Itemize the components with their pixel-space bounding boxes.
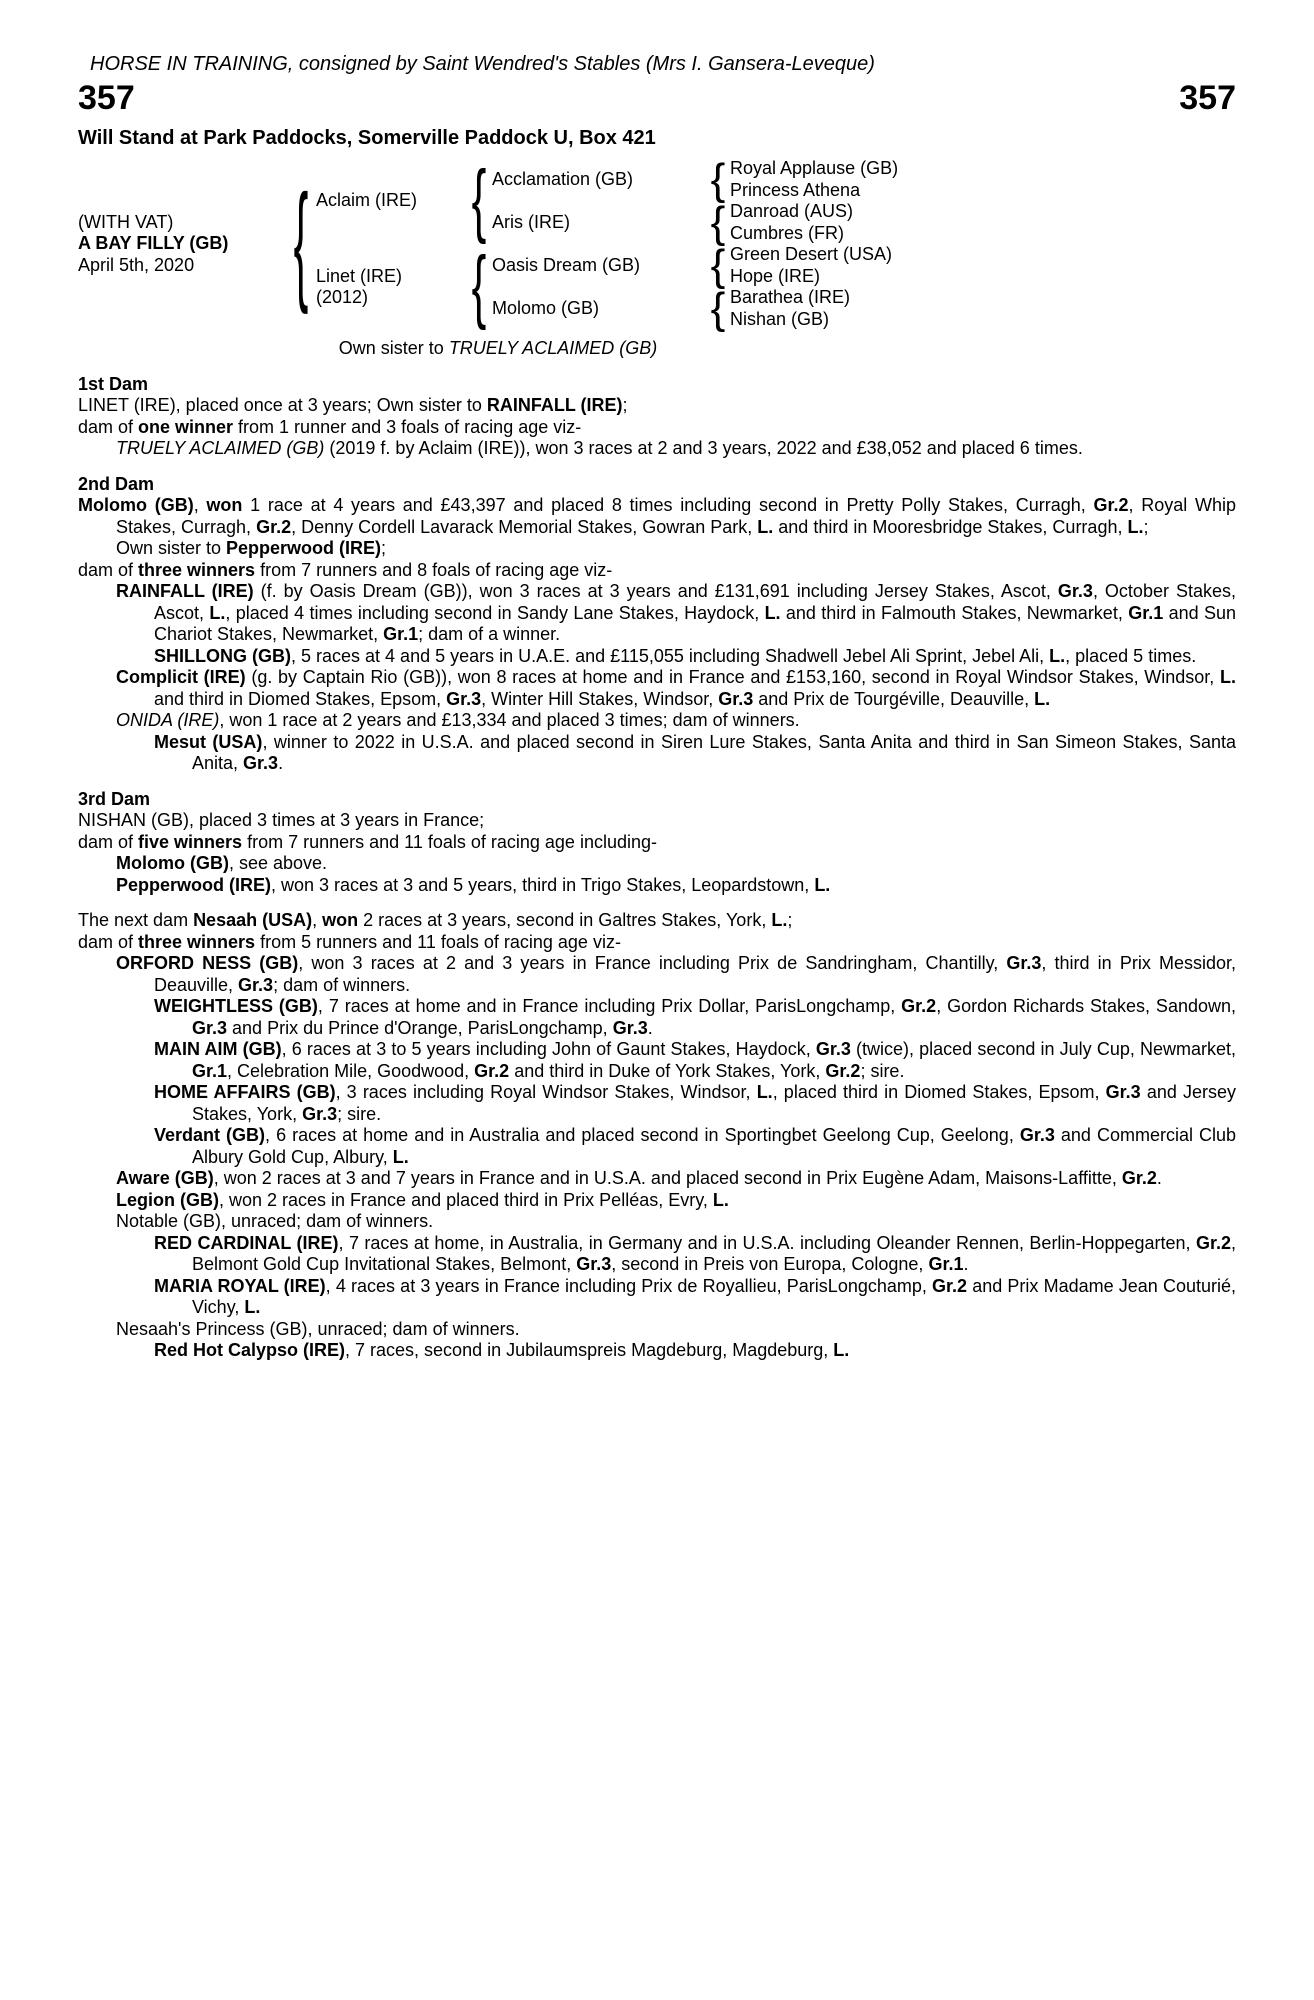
pedigree-brace: { <box>710 154 726 204</box>
text-segment: three winners <box>138 931 256 952</box>
text-segment: , 4 races at 3 years in France including Prix de Royallieu, ParisLongchamp, <box>325 1275 933 1296</box>
ancestor-name: Green Desert (USA) <box>730 244 893 264</box>
text-segment: RED CARDINAL (IRE) <box>154 1232 339 1253</box>
text-segment: L. <box>209 602 226 623</box>
dam-section-heading: 1st Dam <box>78 373 149 394</box>
text-segment: and third in Mooresbridge Stakes, Curragh, <box>773 516 1128 537</box>
dam-section <box>78 910 1236 1362</box>
text-segment: Gr.2 <box>256 516 292 537</box>
text-segment: , Gordon Richards Stakes, Sandown, <box>936 996 1236 1016</box>
dam-section-heading: 3rd Dam <box>78 788 151 809</box>
text-segment: Gr.3 <box>1006 953 1042 973</box>
lot-number-right: 357 <box>1179 79 1236 117</box>
catalog-paragraph <box>78 832 1236 854</box>
text-segment: ; dam of winners. <box>273 974 411 995</box>
text-segment: , <box>193 495 207 515</box>
text-segment: , 7 races at home, in Australia, in Germany and in U.S.A. including Oleander Rennen, Berlin-Hoppegarten, <box>338 1232 1196 1253</box>
catalog-paragraph <box>116 438 1236 460</box>
text-segment: Gr.3 <box>243 753 279 773</box>
dam-section <box>78 474 1236 775</box>
text-segment: HOME AFFAIRS (GB) <box>154 1082 336 1102</box>
catalog-paragraph <box>116 581 1236 646</box>
text-segment: Own sister to <box>338 338 449 358</box>
text-segment: LINET (IRE), placed once at 3 years; Own sister to <box>78 395 487 415</box>
text-segment: Gr.2 <box>1121 1168 1157 1188</box>
text-segment: The next dam <box>78 910 194 930</box>
text-segment: Gr.2 <box>1195 1232 1231 1253</box>
text-segment: L. <box>712 1189 729 1210</box>
pedigree-brace: { <box>471 241 487 332</box>
text-segment: from 7 runners and 11 foals of racing age including- <box>242 831 657 852</box>
text-segment: , placed third in Diomed Stakes, Epsom, <box>772 1082 1106 1102</box>
dam-name: Linet (IRE) (2012) <box>316 265 403 307</box>
text-segment: L. <box>814 874 831 895</box>
text-segment: (2019 f. by Aclaim (IRE)), won 3 races at 2 and 3 years, 2022 and £38,052 and placed 6 times. <box>324 438 1083 458</box>
horse-description <box>78 158 286 330</box>
text-segment: and Prix du Prince d'Orange, ParisLongchamp, <box>227 1017 613 1038</box>
text-segment: Gr.2 <box>1093 495 1129 515</box>
text-segment: and Jersey Stakes, York, <box>192 1082 1236 1124</box>
catalog-paragraph <box>116 853 1236 875</box>
text-segment: Gr.2 <box>474 1060 510 1081</box>
text-segment: , October Stakes, Ascot, <box>154 581 1236 623</box>
text-segment: and third in Duke of York Stakes, York, <box>509 1060 826 1081</box>
catalog-paragraph <box>116 1168 1236 1190</box>
text-segment: Verdant (GB) <box>154 1125 266 1145</box>
text-segment: Gr.3 <box>192 1017 228 1038</box>
pedigree-brace: { <box>710 197 726 247</box>
text-segment: L. <box>764 602 781 623</box>
text-segment: , Belmont Gold Cup Invitational Stakes, Belmont, <box>192 1232 1237 1274</box>
text-segment: TRUELY ACLAIMED (GB) <box>448 338 658 358</box>
text-segment: . <box>963 1254 969 1274</box>
text-segment: Gr.2 <box>932 1275 968 1296</box>
text-segment: , second in Preis von Europa, Cologne, <box>611 1254 929 1274</box>
text-segment: Complicit (IRE) <box>116 667 246 687</box>
text-segment: Legion (GB) <box>116 1189 219 1210</box>
catalog-paragraph <box>78 932 1236 954</box>
text-segment: Gr.1 <box>928 1254 964 1274</box>
text-segment: , 6 races at home and in Australia and placed second in Sportingbet Geelong Cup, Geelong, <box>265 1125 1020 1145</box>
catalog-paragraph <box>78 395 1236 417</box>
ancestor-name: Princess Athena <box>730 179 861 200</box>
sire-sire-name: Acclamation (GB) <box>492 168 634 189</box>
pedigree-table <box>78 154 918 333</box>
catalog-paragraph <box>78 495 1236 538</box>
catalog-paragraph <box>116 1190 1236 1212</box>
text-segment: dam of <box>78 416 139 437</box>
catalog-paragraph <box>78 910 1236 932</box>
text-segment: . <box>647 1017 653 1038</box>
text-segment: Mesut (USA) <box>154 731 263 752</box>
text-segment: Molomo (GB) <box>78 495 194 515</box>
text-segment: Gr.2 <box>901 996 937 1016</box>
text-segment: from 1 runner and 3 foals of racing age viz- <box>233 416 582 437</box>
catalog-paragraph <box>154 646 1236 668</box>
catalog-paragraph <box>116 875 1236 897</box>
text-segment: Own sister to <box>116 538 227 558</box>
dam-dam-name: Molomo (GB) <box>492 297 600 318</box>
text-segment: ORFORD NESS (GB) <box>116 953 299 973</box>
text-segment: , won 3 races at 2 and 3 years in France including Prix de Sandringham, Chantilly, <box>298 953 1007 973</box>
text-segment: ONIDA (IRE) <box>116 710 220 730</box>
catalog-paragraph <box>116 710 1236 732</box>
text-segment: Gr.3 <box>1019 1125 1055 1145</box>
ancestor-name: Nishan (GB) <box>730 308 830 329</box>
text-segment: Notable (GB), unraced; dam of winners. <box>116 1211 434 1231</box>
dam-sire-name: Oasis Dream (GB) <box>492 254 641 275</box>
stand-location-line: Will Stand at Park Paddocks, Somerville Paddock U, Box 421 <box>78 127 656 149</box>
text-segment: RAINFALL (IRE) <box>116 581 254 601</box>
text-segment: Gr.3 <box>1105 1082 1141 1102</box>
text-segment: and Prix de Tourgéville, Deauville, <box>753 688 1035 709</box>
catalog-paragraph <box>116 953 1236 996</box>
text-segment: , won 2 races in France and placed third in Prix Pelléas, Evry, <box>218 1189 713 1210</box>
pedigree-brace: { <box>471 155 487 246</box>
text-segment: (twice), placed second in July Cup, Newmarket, <box>850 1039 1237 1059</box>
text-segment: won <box>206 495 243 515</box>
text-segment: MARIA ROYAL (IRE) <box>154 1275 326 1296</box>
text-segment: and Prix Madame Jean Couturié, Vichy, <box>192 1275 1237 1317</box>
consignor-line: HORSE IN TRAINING, consigned by Saint Wendred's Stables (Mrs I. Gansera-Leveque) <box>90 53 875 75</box>
catalog-paragraph <box>154 1276 1236 1319</box>
text-segment: 2 races at 3 years, second in Galtres Stakes, York, <box>358 910 772 930</box>
text-segment: Gr.1 <box>383 624 419 644</box>
text-segment: RAINFALL (IRE) <box>486 395 623 415</box>
text-segment: , Royal Whip Stakes, Curragh, <box>116 495 1236 537</box>
ancestor-name: Danroad (AUS) <box>730 201 854 221</box>
text-segment: L. <box>756 1082 773 1102</box>
text-segment: , won 3 races at 3 and 5 years, third in Trigo Stakes, Leopardstown, <box>271 874 815 895</box>
text-segment: won <box>322 910 359 930</box>
catalog-paragraph <box>116 1319 1236 1341</box>
text-segment: one winner <box>138 416 234 437</box>
catalog-paragraph <box>78 560 1236 582</box>
text-segment: Gr.3 <box>1057 581 1093 601</box>
text-segment: L. <box>1220 667 1236 687</box>
text-segment: Gr.3 <box>576 1254 612 1274</box>
text-segment: , see above. <box>228 853 328 873</box>
catalog-paragraph <box>154 732 1236 775</box>
text-segment: , 7 races at home and in France including Prix Dollar, ParisLongchamp, <box>317 996 902 1016</box>
text-segment: , <box>312 910 323 930</box>
text-segment: , 5 races at 4 and 5 years in U.A.E. and £115,055 including Shadwell Jebel Ali Sprint, Jebel Ali, <box>291 645 1050 666</box>
text-segment: MAIN AIM (GB) <box>154 1039 282 1059</box>
text-segment: Gr.1 <box>192 1060 228 1081</box>
catalog-paragraph <box>78 810 1236 832</box>
text-segment: ; <box>622 395 628 415</box>
catalog-paragraph <box>116 1211 1236 1233</box>
dam-year: (2012) <box>316 287 369 307</box>
text-segment: L. <box>1049 645 1066 666</box>
text-segment: L. <box>757 516 774 537</box>
text-segment: ; <box>381 538 387 558</box>
text-segment: TRUELY ACLAIMED (GB) <box>116 438 325 458</box>
text-segment: Nesaah's Princess (GB), unraced; dam of winners. <box>116 1318 520 1339</box>
ancestor-name: Barathea (IRE) <box>730 287 851 307</box>
catalog-paragraph <box>154 1039 1236 1082</box>
text-segment: Red Hot Calypso (IRE) <box>154 1340 346 1360</box>
text-segment: ; dam of a winner. <box>418 624 561 644</box>
lot-number-row <box>78 78 1236 118</box>
text-segment: , 3 races including Royal Windsor Stakes, Windsor, <box>335 1082 757 1102</box>
text-segment: . <box>1156 1168 1162 1188</box>
text-segment: L. <box>1127 516 1144 537</box>
text-segment: and third in Falmouth Stakes, Newmarket, <box>780 602 1129 623</box>
text-segment: , Celebration Mile, Goodwood, <box>227 1060 475 1081</box>
text-segment: five winners <box>138 831 243 852</box>
text-segment: WEIGHTLESS (GB) <box>154 996 318 1016</box>
text-segment: L. <box>833 1340 850 1360</box>
text-segment: from 5 runners and 11 foals of racing age viz- <box>255 931 621 952</box>
catalog-paragraph <box>116 538 1236 560</box>
text-segment: Gr.3 <box>815 1039 851 1059</box>
vat-note: (WITH VAT) <box>78 211 174 232</box>
text-segment: ; <box>787 910 793 930</box>
pedigree-brace: { <box>710 240 726 290</box>
text-segment: ; sire. <box>860 1060 905 1081</box>
text-segment: . <box>278 753 284 773</box>
text-segment: 1 race at 4 years and £43,397 and placed 8 times including second in Pretty Polly Stakes, Curragh, <box>242 495 1094 515</box>
catalog-paragraph <box>154 1082 1236 1125</box>
text-segment: , won 1 race at 2 years and £13,334 and placed 3 times; dam of winners. <box>219 710 800 730</box>
text-segment: L. <box>1034 688 1051 709</box>
text-segment: , winner to 2022 in U.S.A. and placed second in Siren Lure Stakes, Santa Anita and third in San Simeon Stakes, Santa Anita, <box>192 731 1237 773</box>
text-segment: Nesaah (USA) <box>193 910 313 930</box>
text-segment: , placed 5 times. <box>1065 645 1197 666</box>
text-segment: L. <box>244 1297 261 1317</box>
text-segment: , won 2 races at 3 and 7 years in France and in U.S.A. and placed second in Prix Eugène Adam, Maisons-Laffitte, <box>213 1168 1122 1188</box>
text-segment: Gr.3 <box>302 1103 338 1124</box>
text-segment: Gr.3 <box>446 688 482 709</box>
sire-dam-name: Aris (IRE) <box>492 211 570 232</box>
text-segment: and Sun Chariot Stakes, Newmarket, <box>154 602 1236 644</box>
catalog-paragraph <box>154 1340 1236 1362</box>
dam-sections <box>78 374 1236 1362</box>
text-segment: , Denny Cordell Lavarack Memorial Stakes, Gowran Park, <box>291 516 758 537</box>
text-segment: NISHAN (GB), placed 3 times at 3 years in France; <box>78 810 485 830</box>
text-segment: , third in Prix Messidor, Deauville, <box>154 953 1236 995</box>
text-segment: Gr.3 <box>718 688 754 709</box>
own-sister-note <box>78 338 918 360</box>
text-segment: Molomo (GB) <box>116 853 229 873</box>
catalog-paragraph <box>154 1125 1236 1168</box>
pedigree-brace: { <box>710 283 726 333</box>
text-segment: SHILLONG (GB) <box>154 645 291 666</box>
catalog-paragraph <box>78 417 1236 439</box>
sire-name: Aclaim (IRE) <box>316 190 418 211</box>
text-segment: L. <box>392 1146 409 1167</box>
dam-section-heading: 2nd Dam <box>78 473 155 494</box>
dam-section <box>78 374 1236 460</box>
dam-section <box>78 789 1236 897</box>
text-segment: Gr.3 <box>612 1017 648 1038</box>
text-segment: ; <box>1143 516 1149 537</box>
text-segment: from 7 runners and 8 foals of racing age viz- <box>255 559 613 580</box>
text-segment: Gr.1 <box>1128 602 1164 623</box>
text-segment: and third in Diomed Stakes, Epsom, <box>154 688 447 709</box>
text-segment: and Commercial Club Albury Gold Cup, Albury, <box>192 1125 1236 1167</box>
ancestor-name: Royal Applause (GB) <box>730 158 899 178</box>
text-segment: Gr.3 <box>238 974 274 995</box>
catalog-paragraph <box>154 1233 1236 1276</box>
text-segment: , Winter Hill Stakes, Windsor, <box>481 688 719 709</box>
ancestor-name: Hope (IRE) <box>730 265 821 286</box>
ancestor-name: Cumbres (FR) <box>730 222 845 243</box>
text-segment: three winners <box>138 559 256 580</box>
text-segment: ; sire. <box>337 1103 382 1124</box>
text-segment: Pepperwood (IRE) <box>116 874 272 895</box>
text-segment: dam of <box>78 831 139 852</box>
lot-number-left: 357 <box>78 79 135 117</box>
text-segment: , placed 4 times including second in Sandy Lane Stakes, Haydock, <box>225 602 765 623</box>
text-segment: Pepperwood (IRE) <box>226 538 382 558</box>
text-segment: , 6 races at 3 to 5 years including John of Gaunt Stakes, Haydock, <box>281 1039 816 1059</box>
text-segment: L. <box>771 910 788 930</box>
text-segment: dam of <box>78 931 139 952</box>
text-segment: dam of <box>78 559 139 580</box>
catalog-paragraph <box>154 996 1236 1039</box>
pedigree-brace: { <box>293 169 309 317</box>
foaling-date: April 5th, 2020 <box>78 254 195 275</box>
text-segment: (g. by Captain Rio (GB)), won 8 races at home and in France and £153,160, second in Royal Windsor Stakes, Windsor, <box>245 667 1220 687</box>
catalog-paragraph <box>116 667 1236 710</box>
horse-name: A BAY FILLY (GB) <box>78 233 229 254</box>
text-segment: Aware (GB) <box>116 1168 214 1188</box>
text-segment: (f. by Oasis Dream (GB)), won 3 races at 3 years and £131,691 including Jersey Stakes, Ascot, <box>253 581 1058 601</box>
text-segment: Gr.2 <box>825 1060 861 1081</box>
text-segment: , 7 races, second in Jubilaumspreis Magdeburg, Magdeburg, <box>345 1340 834 1360</box>
